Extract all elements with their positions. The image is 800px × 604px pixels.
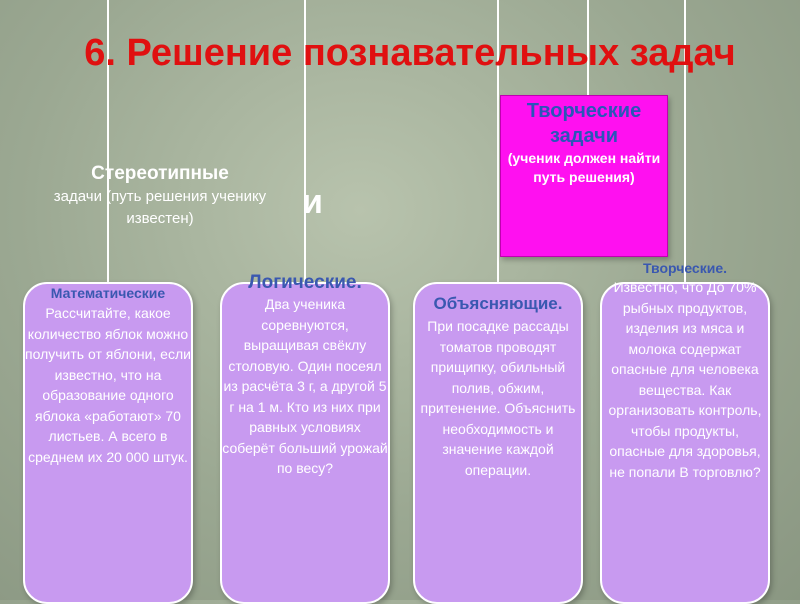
math-task-box bbox=[23, 282, 193, 604]
stereotypical-description: задачи (путь решения ученику известен) bbox=[53, 188, 267, 227]
creative-tasks-box bbox=[500, 95, 668, 257]
explain-task-heading: Объясняющие. bbox=[433, 294, 563, 313]
stereotypical-tasks-label bbox=[45, 162, 275, 230]
conjunction-label: и bbox=[302, 183, 323, 221]
creative-task-box bbox=[600, 260, 770, 604]
logic-task-box bbox=[220, 272, 390, 604]
logic-task-text: Два ученика соревнуются, выращивая свёклу столовую. Один посеял из расчёта 3 г, а другой 5 г на 1 м. Кто из них при равных условиях соберёт больший урожай по весу? bbox=[222, 296, 388, 476]
math-task-text: Рассчитайте, какое количество яблок можно получить от яблони, если известно, что на образование одного яблока «работают» 70 листьев. А всего в среднем их 20 000 штук. bbox=[25, 305, 191, 465]
creative-heading: Творческие задачи bbox=[526, 100, 642, 147]
math-task-heading: Математические bbox=[50, 285, 166, 301]
stereotypical-heading: Стереотипные bbox=[91, 163, 229, 184]
creative-description: (ученик должен найти путь решения) bbox=[507, 150, 661, 185]
creative-task-text: Известно, что До 70% рыбных продуктов, изделия из мяса и молока содержат опасные для человека вещества. Как организовать контроль, чтобы продукты, опасные для здоровья, не попали В торговлю? bbox=[608, 279, 762, 480]
explain-task-box bbox=[413, 282, 583, 604]
logic-task-heading: Логические. bbox=[248, 272, 362, 293]
explain-task-text: При посадке рассады томатов проводят прищипку, обильный полив, обжим, притенение. Объяснить необходимость и значение каждой операции. bbox=[420, 318, 576, 478]
page-title: 6. Решение познавательных задач bbox=[84, 32, 736, 74]
creative-task-heading: Творческие. bbox=[643, 260, 727, 276]
